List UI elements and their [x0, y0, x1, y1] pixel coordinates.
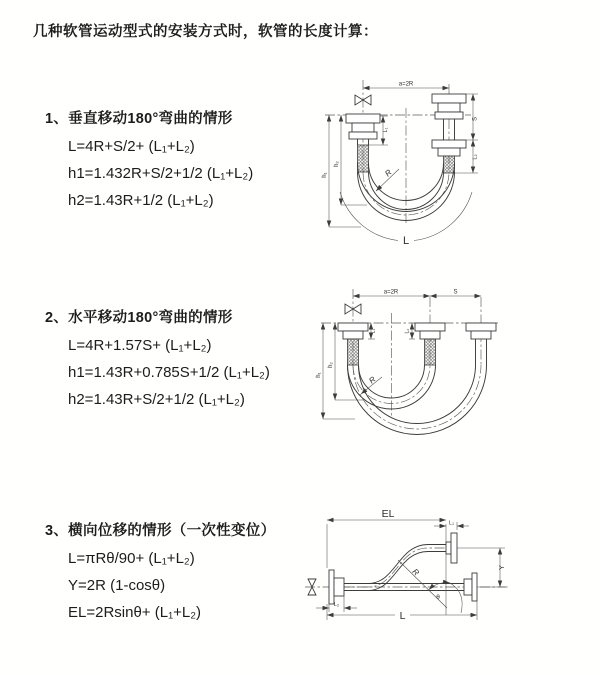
formula-line: L=4R+S/2+ (L₁+L₂): [68, 138, 195, 155]
diagram-vertical-180-bend: [303, 72, 553, 262]
upper-flange-displaced: [446, 533, 457, 563]
radius-label: R: [410, 566, 421, 578]
formula-line: h2=1.43R+1/2 (L₁+L₂): [68, 192, 214, 209]
dim-label-l1: L₁: [449, 520, 454, 527]
diagram-lateral-displacement: [300, 500, 600, 645]
section-1-formulas: [45, 133, 253, 214]
dim-label-a2r: a=2R: [383, 289, 399, 296]
dimension-lines: [316, 520, 505, 620]
section-1-heading: 1、垂直移动180°弯曲的情形: [45, 111, 233, 127]
dim-label-l2: L₂: [472, 154, 479, 160]
dim-label-l2: L₂: [404, 328, 411, 334]
page-title: 几种软管运动型式的安装方式时，软管的长度计算：: [33, 24, 378, 40]
dim-label-l1: L₁: [370, 328, 377, 334]
formula-line: h1=1.43R+0.785S+1/2 (L₁+L₂): [68, 364, 270, 381]
left-flange: [329, 570, 344, 604]
theta-label: θ: [436, 594, 440, 601]
dimension-lines: [323, 296, 481, 419]
diagram-labels: [334, 508, 506, 622]
dim-label-s: S: [472, 116, 479, 122]
dim-label-h1: h₁: [316, 372, 322, 378]
middle-flange: [415, 323, 445, 339]
section-3-heading: 3、横向位移的情形（一次性变位）: [45, 523, 276, 539]
section-lateral-displacement: [45, 519, 275, 626]
dim-label-h1: h₁: [322, 172, 328, 178]
dim-label-l: L: [399, 610, 406, 622]
right-flange-original: [464, 573, 477, 601]
formula-line: h1=1.432R+S/2+1/2 (L₁+L₂): [68, 165, 254, 182]
dim-label-a2r: a=2R: [398, 81, 414, 88]
formula-line: L=4R+1.57S+ (L₁+L₂): [68, 337, 212, 354]
section-2-heading: 2、水平移动180°弯曲的情形: [45, 310, 233, 326]
right-flange-lower: [432, 140, 466, 156]
radius-label: R: [367, 374, 378, 386]
left-flange: [338, 323, 368, 339]
formula-line: h2=1.43R+S/2+1/2 (L₁+L₂): [68, 391, 245, 408]
section-vertical-movement: [45, 107, 253, 214]
section-3-formulas: [45, 545, 275, 626]
length-label: L: [402, 235, 410, 247]
radius-label: R: [383, 167, 394, 179]
section-horizontal-movement: [45, 306, 270, 413]
u-bend-hose-displaced: [348, 365, 487, 435]
braided-hose-right: [444, 156, 455, 173]
formula-line: L=πRθ/90+ (L₁+L₂): [68, 550, 195, 567]
dim-label-s: S: [453, 289, 458, 296]
braided-hose-left: [348, 339, 359, 365]
braided-hose-left: [358, 145, 369, 172]
dim-label-y: Y: [499, 565, 506, 570]
formula-line: EL=2Rsinθ+ (L₁+L₂): [68, 604, 202, 621]
dim-label-l2: L₂: [333, 602, 340, 608]
dim-label-el: EL: [381, 508, 395, 520]
dim-label-h2: h₂: [334, 161, 340, 167]
dim-label-h2: h₂: [328, 362, 334, 368]
section-2-formulas: [45, 332, 270, 413]
formula-line: Y=2R (1-cosθ): [68, 577, 166, 594]
dim-label-l1: L₁: [383, 127, 389, 133]
braided-hose-middle: [425, 339, 436, 365]
diagram-horizontal-180-bend: [303, 283, 593, 463]
